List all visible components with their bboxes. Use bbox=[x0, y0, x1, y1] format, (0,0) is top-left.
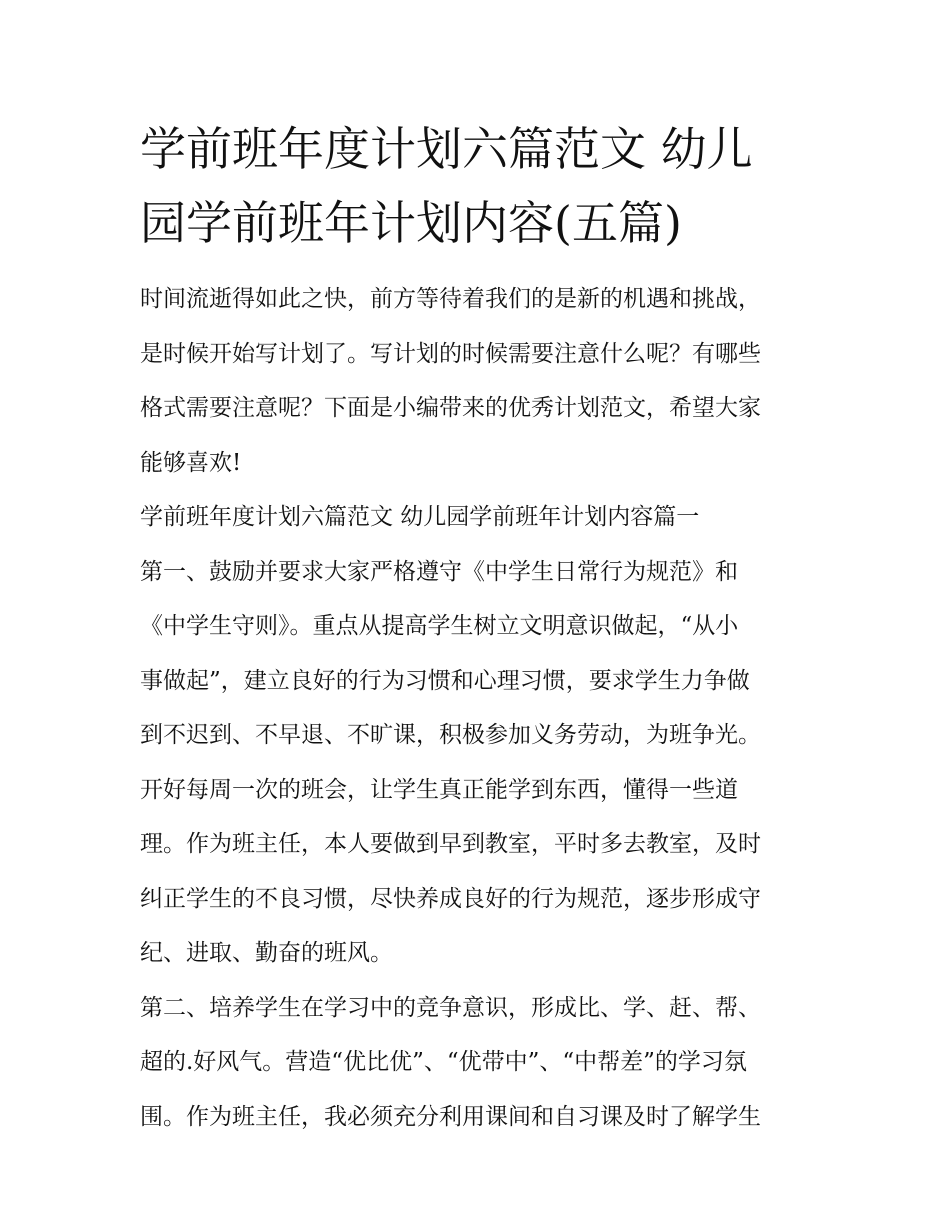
title-line: 学前班年度计划六篇范文 幼儿 bbox=[140, 122, 753, 176]
intro-line: 时间流逝得如此之快，前方等待着我们的是新的机遇和挑战， bbox=[140, 286, 761, 312]
paragraph-line: 第二、培养学生在学习中的竞争意识，形成比、学、赶、帮、 bbox=[140, 994, 761, 1021]
section-heading: 学前班年度计划六篇范文 幼儿园学前班年计划内容篇一 bbox=[140, 504, 700, 530]
title-line: 园学前班年计划内容(五篇) bbox=[140, 196, 682, 250]
paragraph-line: 第一、鼓励并要求大家严格遵守《中学生日常行为规范》和 bbox=[140, 558, 738, 585]
intro-line: 是时候开始写计划了。写计划的时候需要注意什么呢？有哪些 bbox=[140, 340, 761, 367]
paragraph-line: 理。作为班主任，本人要做到早到教室，平时多去教室，及时 bbox=[140, 831, 761, 857]
paragraph-line: 到不迟到、不早退、不旷课，积极参加义务劳动，为班争光。 bbox=[140, 722, 761, 748]
paragraph-line: 事做起”，建立良好的行为习惯和心理习惯，要求学生力争做 bbox=[140, 667, 750, 694]
document-title bbox=[140, 112, 830, 260]
paragraph-line: 超的.好风气。营造“优比优”、“优带中”、“中帮差”的学习氛 bbox=[140, 1049, 747, 1075]
paragraph-line: 《中学生守则》。重点从提高学生树立文明意识做起，“从小 bbox=[140, 613, 739, 639]
paragraph-line: 纠正学生的不良习惯，尽快养成良好的行为规范，逐步形成守 bbox=[140, 885, 761, 912]
paragraph-line: 开好每周一次的班会，让学生真正能学到东西，懂得一些道 bbox=[140, 776, 738, 803]
document-body bbox=[140, 272, 840, 1144]
paragraph-line: 纪、进取、勤奋的班风。 bbox=[140, 940, 393, 966]
intro-line: 格式需要注意呢？下面是小编带来的优秀计划范文，希望大家 bbox=[140, 395, 761, 421]
intro-line: 能够喜欢! bbox=[140, 449, 242, 476]
paragraph-line: 围。作为班主任，我必须充分利用课间和自习课及时了解学生 bbox=[140, 1103, 761, 1130]
